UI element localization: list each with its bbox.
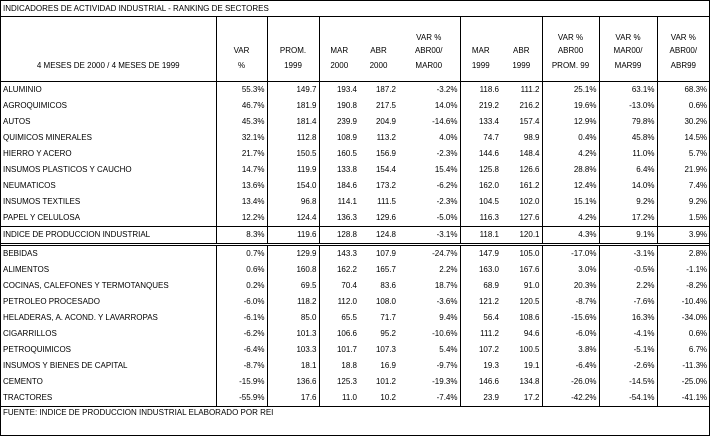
- value-cell: 83.6: [380, 281, 396, 290]
- value-cell: -5.0%: [398, 210, 460, 227]
- table-row: [1, 178, 709, 194]
- value-cell: 19.1: [523, 361, 540, 370]
- value-cell: 101.2: [375, 377, 396, 386]
- header-row-3: [1, 58, 709, 73]
- table-row: [1, 245, 709, 263]
- value-cell: 219.2: [460, 98, 501, 114]
- value-cell: 190.8: [319, 98, 359, 114]
- value-cell: 146.6: [460, 374, 501, 390]
- header-cell: ABR00/: [414, 45, 443, 55]
- table-row: [1, 162, 709, 178]
- value-cell: 17.2: [523, 393, 540, 402]
- value-cell: 15.4%: [434, 165, 458, 174]
- value-cell: -5.1%: [599, 342, 657, 358]
- value-cell: 161.2: [519, 181, 540, 190]
- header-cell: MAR: [460, 43, 501, 58]
- value-cell: -2.3%: [436, 197, 458, 206]
- header-cell: MAR00/: [599, 43, 657, 58]
- sector-name: INDICE DE PRODUCCION INDUSTRIAL: [1, 227, 216, 245]
- value-cell: 120.1: [501, 227, 542, 245]
- value-cell: 107.9: [375, 249, 396, 258]
- header-cell: VAR %: [599, 17, 657, 44]
- value-cell: 239.9: [319, 114, 359, 130]
- sector-name: INSUMOS TEXTILES: [3, 197, 81, 206]
- value-cell: 113.2: [376, 133, 396, 142]
- value-cell: 9.4%: [439, 313, 458, 322]
- value-cell: -6.2%: [216, 326, 267, 342]
- header-cell: VAR %: [657, 17, 709, 44]
- value-cell: 102.0: [519, 197, 540, 206]
- value-cell: 150.5: [267, 146, 319, 162]
- value-cell: 129.6: [359, 210, 398, 227]
- value-cell: 125.8: [460, 162, 501, 178]
- table-row: [1, 146, 709, 162]
- value-cell: 0.6%: [216, 262, 267, 278]
- table-row: [1, 278, 709, 294]
- table-row: [1, 82, 709, 99]
- value-cell: -55.9%: [216, 390, 267, 407]
- value-cell: -2.6%: [599, 358, 657, 374]
- table-row: [1, 194, 709, 210]
- sector-name: ALUMINIO: [3, 85, 42, 94]
- value-cell: 3.0%: [542, 262, 599, 278]
- value-cell: 46.7%: [216, 98, 267, 114]
- value-cell: 21.7%: [216, 146, 267, 162]
- header-cell: VAR: [216, 43, 267, 58]
- value-cell: 45.8%: [599, 130, 657, 146]
- table-row: [1, 390, 709, 407]
- value-cell: 147.9: [460, 245, 501, 263]
- header-cell: MAR: [319, 43, 359, 58]
- value-cell: 124.4: [267, 210, 319, 227]
- sector-name: BEBIDAS: [3, 249, 38, 258]
- value-cell: -6.4%: [216, 342, 267, 358]
- value-cell: 108.6: [519, 313, 540, 322]
- header-cell: 2000: [369, 60, 388, 70]
- value-cell: -8.7%: [542, 294, 599, 310]
- value-cell: 124.8: [359, 227, 398, 245]
- table-row: [1, 374, 709, 390]
- value-cell: 3.8%: [542, 342, 599, 358]
- value-cell: 5.4%: [439, 345, 458, 354]
- value-cell: -54.1%: [599, 390, 657, 407]
- value-cell: 11.0: [319, 390, 359, 407]
- sector-name: COCINAS, CALEFONES Y TERMOTANQUES: [3, 281, 169, 290]
- value-cell: 25.1%: [542, 82, 599, 99]
- header-cell: [267, 17, 319, 44]
- value-cell: 6.7%: [657, 342, 709, 358]
- value-cell: 181.4: [267, 114, 319, 130]
- value-cell: 69.5: [267, 278, 319, 294]
- value-cell: 32.1%: [216, 130, 267, 146]
- value-cell: -11.3%: [657, 358, 709, 374]
- header-cell: 1999: [512, 60, 531, 70]
- sector-name: QUIMICOS MINERALES: [3, 133, 92, 142]
- sector-name: TRACTORES: [3, 393, 53, 402]
- value-cell: 0.2%: [216, 278, 267, 294]
- header-cell: 1999: [267, 58, 319, 73]
- value-cell: 10.2: [380, 393, 396, 402]
- value-cell: 217.5: [375, 101, 396, 110]
- value-cell: 128.8: [319, 227, 359, 245]
- value-cell: 120.5: [519, 297, 540, 306]
- value-cell: 0.6%: [657, 326, 709, 342]
- value-cell: 136.3: [319, 210, 359, 227]
- header-cell: [359, 17, 398, 44]
- value-cell: 56.4: [460, 310, 501, 326]
- value-cell: -34.0%: [657, 310, 709, 326]
- value-cell: 4.2%: [542, 146, 599, 162]
- value-cell: 118.2: [267, 294, 319, 310]
- value-cell: 19.3: [460, 358, 501, 374]
- value-cell: -17.0%: [542, 245, 599, 263]
- value-cell: -14.6%: [432, 117, 458, 126]
- value-cell: -3.1%: [599, 245, 657, 263]
- value-cell: 162.2: [319, 262, 359, 278]
- title-row: [1, 1, 709, 17]
- value-cell: -6.0%: [216, 294, 267, 310]
- value-cell: 6.4%: [599, 162, 657, 178]
- value-cell: 7.4%: [657, 178, 709, 194]
- value-cell: 15.1%: [542, 194, 599, 210]
- header-cell: MAR00: [415, 60, 443, 70]
- value-cell: 129.9: [267, 245, 319, 263]
- header-cell: VAR %: [416, 33, 442, 42]
- value-cell: -2.3%: [436, 149, 458, 158]
- value-cell: -0.5%: [599, 262, 657, 278]
- value-cell: 12.4%: [542, 178, 599, 194]
- value-cell: 154.0: [267, 178, 319, 194]
- value-cell: 107.2: [460, 342, 501, 358]
- value-cell: 0.6%: [657, 98, 709, 114]
- value-cell: 9.1%: [599, 227, 657, 245]
- sector-name: HIERRO Y ACERO: [3, 149, 72, 158]
- header-row-2: [1, 43, 709, 58]
- header-cell: ABR99: [657, 58, 709, 73]
- value-cell: 2.2%: [439, 265, 458, 274]
- header-cell: ABR: [370, 45, 387, 55]
- value-cell: 12.2%: [216, 210, 267, 227]
- sector-name: INSUMOS Y BIENES DE CAPITAL: [3, 361, 128, 370]
- value-cell: 20.3%: [542, 278, 599, 294]
- value-cell: -6.2%: [436, 181, 458, 190]
- value-cell: 143.3: [319, 245, 359, 263]
- footer-row: [1, 407, 709, 420]
- header-cell: %: [216, 58, 267, 73]
- sector-name: PETROLEO PROCESADO: [3, 297, 100, 306]
- value-cell: 125.3: [319, 374, 359, 390]
- value-cell: 96.8: [267, 194, 319, 210]
- value-cell: 19.6%: [542, 98, 599, 114]
- value-cell: 14.0%: [599, 178, 657, 194]
- value-cell: 119.6: [267, 227, 319, 245]
- value-cell: 149.7: [267, 82, 319, 99]
- sector-name: NEUMATICOS: [3, 181, 56, 190]
- value-cell: -7.6%: [599, 294, 657, 310]
- value-cell: 108.9: [319, 130, 359, 146]
- value-cell: 133.8: [319, 162, 359, 178]
- table-row: [1, 262, 709, 278]
- value-cell: -3.6%: [436, 297, 458, 306]
- value-cell: -14.5%: [599, 374, 657, 390]
- value-cell: 9.2%: [599, 194, 657, 210]
- value-cell: 112.0: [319, 294, 359, 310]
- value-cell: 28.8%: [542, 162, 599, 178]
- value-cell: 154.4: [375, 165, 396, 174]
- header-cell: [460, 17, 501, 44]
- value-cell: 16.9: [380, 361, 396, 370]
- value-cell: -13.0%: [599, 98, 657, 114]
- value-cell: 13.4%: [216, 194, 267, 210]
- header-cell: 2000: [319, 58, 359, 73]
- value-cell: 100.5: [519, 345, 540, 354]
- value-cell: -25.0%: [657, 374, 709, 390]
- value-cell: -10.4%: [657, 294, 709, 310]
- value-cell: -42.2%: [542, 390, 599, 407]
- value-cell: 2.8%: [657, 245, 709, 263]
- value-cell: 160.8: [267, 262, 319, 278]
- header-cell: ABR00/: [657, 43, 709, 58]
- value-cell: 79.8%: [599, 114, 657, 130]
- value-cell: 3.9%: [657, 227, 709, 245]
- header-cell: MAR99: [599, 58, 657, 73]
- value-cell: 104.5: [460, 194, 501, 210]
- value-cell: -8.2%: [657, 278, 709, 294]
- value-cell: -6.4%: [542, 358, 599, 374]
- value-cell: -3.1%: [398, 227, 460, 245]
- total-row: [1, 227, 709, 245]
- header-cell: [501, 17, 542, 44]
- value-cell: 18.1: [267, 358, 319, 374]
- value-cell: 17.2%: [599, 210, 657, 227]
- value-cell: -26.0%: [542, 374, 599, 390]
- sector-name: ALIMENTOS: [3, 265, 50, 274]
- table-row: [1, 294, 709, 310]
- ranking-table: [1, 1, 709, 419]
- value-cell: 23.9: [460, 390, 501, 407]
- value-cell: 101.7: [319, 342, 359, 358]
- sector-name: CEMENTO: [3, 377, 43, 386]
- value-cell: 144.6: [460, 146, 501, 162]
- value-cell: -7.4%: [436, 393, 458, 402]
- value-cell: 148.4: [519, 149, 540, 158]
- value-cell: 108.0: [375, 297, 396, 306]
- sector-name: AGROQUIMICOS: [3, 101, 68, 110]
- value-cell: -15.9%: [216, 374, 267, 390]
- header-cell: [319, 17, 359, 44]
- sheet-title: INDICADORES DE ACTIVIDAD INDUSTRIAL - RANKING DE SECTORES: [1, 1, 709, 17]
- value-cell: 116.3: [460, 210, 501, 227]
- value-cell: 71.7: [380, 313, 396, 322]
- value-cell: 18.8: [319, 358, 359, 374]
- sector-name: PETROQUIMICOS: [3, 345, 72, 354]
- value-cell: 181.9: [267, 98, 319, 114]
- source-note: FUENTE: INDICE DE PRODUCCION INDUSTRIAL ELABORADO POR REI: [1, 407, 709, 420]
- value-cell: 55.3%: [216, 82, 267, 99]
- value-cell: 165.7: [375, 265, 396, 274]
- value-cell: -6.1%: [216, 310, 267, 326]
- header-cell: ABR00: [542, 43, 599, 58]
- value-cell: 9.2%: [657, 194, 709, 210]
- sector-name: HELADERAS, A. ACOND. Y LAVARROPAS: [3, 313, 158, 322]
- value-cell: 4.2%: [542, 210, 599, 227]
- table-row: [1, 342, 709, 358]
- value-cell: 101.3: [267, 326, 319, 342]
- value-cell: -1.1%: [657, 262, 709, 278]
- value-cell: 107.3: [375, 345, 396, 354]
- table-row: [1, 310, 709, 326]
- value-cell: 95.2: [380, 329, 396, 338]
- value-cell: 21.9%: [657, 162, 709, 178]
- value-cell: 118.1: [460, 227, 501, 245]
- value-cell: 16.3%: [599, 310, 657, 326]
- value-cell: 134.8: [519, 377, 540, 386]
- value-cell: 184.6: [319, 178, 359, 194]
- header-spacer: [1, 73, 709, 82]
- value-cell: -10.6%: [432, 329, 458, 338]
- value-cell: 133.4: [460, 114, 501, 130]
- value-cell: 111.5: [377, 197, 396, 206]
- period-label: 4 MESES DE 2000 / 4 MESES DE 1999: [36, 60, 180, 70]
- value-cell: 216.2: [519, 101, 540, 110]
- table-row: [1, 130, 709, 146]
- value-cell: 111.2: [520, 85, 540, 94]
- header-cell: [216, 17, 267, 44]
- value-cell: -15.6%: [542, 310, 599, 326]
- table-row: [1, 326, 709, 342]
- value-cell: 12.9%: [542, 114, 599, 130]
- table-row: [1, 98, 709, 114]
- value-cell: 70.4: [319, 278, 359, 294]
- value-cell: 65.5: [319, 310, 359, 326]
- value-cell: 118.6: [460, 82, 501, 99]
- table-row: [1, 358, 709, 374]
- value-cell: 163.0: [460, 262, 501, 278]
- value-cell: 85.0: [267, 310, 319, 326]
- table-row: [1, 210, 709, 227]
- value-cell: 30.2%: [657, 114, 709, 130]
- value-cell: 94.6: [523, 329, 540, 338]
- sector-name: CIGARRILLOS: [3, 329, 57, 338]
- value-cell: 14.5%: [657, 130, 709, 146]
- value-cell: -3.2%: [436, 85, 458, 94]
- sector-name: INSUMOS PLASTICOS Y CAUCHO: [3, 165, 132, 174]
- value-cell: 157.4: [519, 117, 540, 126]
- value-cell: 1.5%: [657, 210, 709, 227]
- value-cell: 0.7%: [216, 245, 267, 263]
- value-cell: -9.7%: [436, 361, 458, 370]
- header-cell: VAR %: [542, 17, 599, 44]
- sector-name: PAPEL Y CELULOSA: [1, 210, 216, 227]
- value-cell: 119.9: [267, 162, 319, 178]
- value-cell: 2.2%: [599, 278, 657, 294]
- value-cell: 63.1%: [599, 82, 657, 99]
- value-cell: -24.7%: [432, 249, 458, 258]
- value-cell: 14.7%: [216, 162, 267, 178]
- value-cell: 74.7: [460, 130, 501, 146]
- value-cell: -4.1%: [599, 326, 657, 342]
- value-cell: 121.2: [460, 294, 501, 310]
- value-cell: 14.0%: [434, 101, 458, 110]
- value-cell: 126.6: [519, 165, 540, 174]
- value-cell: 105.0: [519, 249, 540, 258]
- value-cell: 4.0%: [439, 133, 458, 142]
- header-row-1: [1, 17, 709, 44]
- value-cell: -41.1%: [657, 390, 709, 407]
- value-cell: 167.6: [519, 265, 540, 274]
- value-cell: 114.1: [319, 194, 359, 210]
- value-cell: 91.0: [523, 281, 540, 290]
- value-cell: 0.4%: [542, 130, 599, 146]
- header-cell: ABR: [513, 45, 530, 55]
- header-cell: PROM. 99: [542, 58, 599, 73]
- value-cell: 187.2: [375, 85, 396, 94]
- value-cell: 173.2: [375, 181, 396, 190]
- value-cell: 68.9: [460, 278, 501, 294]
- value-cell: 8.3%: [216, 227, 267, 245]
- sector-name: AUTOS: [3, 117, 31, 126]
- value-cell: 162.0: [460, 178, 501, 194]
- value-cell: 136.6: [267, 374, 319, 390]
- value-cell: 45.3%: [216, 114, 267, 130]
- value-cell: 111.2: [460, 326, 501, 342]
- value-cell: 11.0%: [599, 146, 657, 162]
- value-cell: -6.0%: [542, 326, 599, 342]
- value-cell: 193.4: [319, 82, 359, 99]
- value-cell: 5.7%: [657, 146, 709, 162]
- value-cell: 18.7%: [434, 281, 458, 290]
- header-cell: 1999: [460, 58, 501, 73]
- value-cell: 98.9: [523, 133, 540, 142]
- value-cell: 156.9: [375, 149, 396, 158]
- value-cell: 112.8: [267, 130, 319, 146]
- value-cell: -19.3%: [432, 377, 458, 386]
- value-cell: 17.6: [267, 390, 319, 407]
- value-cell: 13.6%: [216, 178, 267, 194]
- value-cell: 160.5: [319, 146, 359, 162]
- value-cell: 68.3%: [657, 82, 709, 99]
- value-cell: 127.6: [501, 210, 542, 227]
- value-cell: -8.7%: [216, 358, 267, 374]
- header-cell: PROM.: [267, 43, 319, 58]
- value-cell: 204.9: [375, 117, 396, 126]
- table-row: [1, 114, 709, 130]
- value-cell: 4.3%: [542, 227, 599, 245]
- value-cell: 106.6: [319, 326, 359, 342]
- value-cell: 103.3: [267, 342, 319, 358]
